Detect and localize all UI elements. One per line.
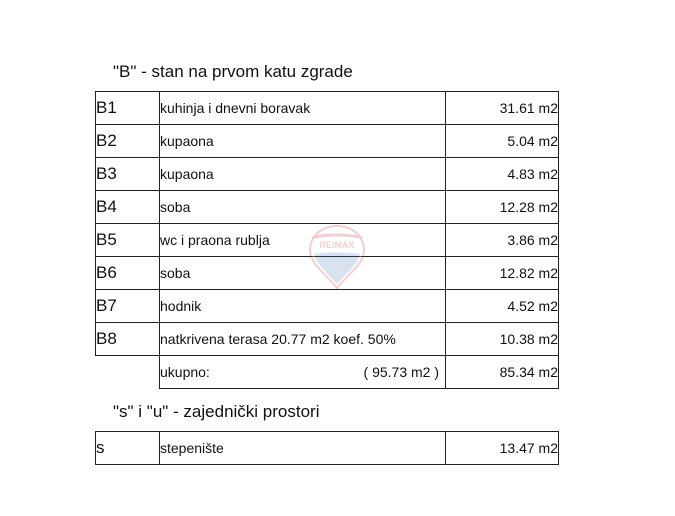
room-area: 4.83 m2 [446,158,559,191]
room-area: 5.04 m2 [446,125,559,158]
table-row [96,191,559,224]
balloon-icon [306,222,368,292]
room-area: 12.28 m2 [446,191,559,224]
room-area: 4.52 m2 [446,290,559,323]
table-row [96,92,559,125]
room-description: soba [160,257,446,290]
room-description: soba [160,191,446,224]
room-code: B4 [96,191,160,224]
room-description: natkrivena terasa 20.77 m2 koef. 50% [160,323,446,356]
room-description: hodnik [160,290,446,323]
room-description: wc i praona rublja [160,224,446,257]
room-code: B3 [96,158,160,191]
common-areas-table [95,431,559,465]
room-code: B2 [96,125,160,158]
section-b-title: "B" - stan na prvom katu zgrade [113,62,353,81]
room-area: 31.61 m2 [446,92,559,125]
room-description: stepenište [160,432,446,465]
total-gross-area: ( 95.73 m2 ) [363,364,439,380]
total-row [96,356,559,389]
room-area: 12.82 m2 [446,257,559,290]
table-row [96,323,559,356]
common-areas-title: "s" i "u" - zajednički prostori [113,402,320,421]
room-code: B1 [96,92,160,125]
watermark-text: RE/MAX [319,240,355,250]
table-row [96,290,559,323]
room-code: B8 [96,323,160,356]
table-row [96,158,559,191]
table-row [96,125,559,158]
room-code: B7 [96,290,160,323]
room-area: 3.86 m2 [446,224,559,257]
room-code: B5 [96,224,160,257]
room-code: B6 [96,257,160,290]
room-area: 10.38 m2 [446,323,559,356]
remax-watermark-logo [306,222,368,292]
total-label-cell [160,356,446,389]
table-row [96,432,559,465]
total-area: 85.34 m2 [446,356,559,389]
room-code: s [96,432,160,465]
room-description: kupaona [160,158,446,191]
room-description: kupaona [160,125,446,158]
room-area: 13.47 m2 [446,432,559,465]
total-empty-cell [96,356,160,389]
total-label: ukupno: [160,364,210,380]
room-description: kuhinja i dnevni boravak [160,92,446,125]
